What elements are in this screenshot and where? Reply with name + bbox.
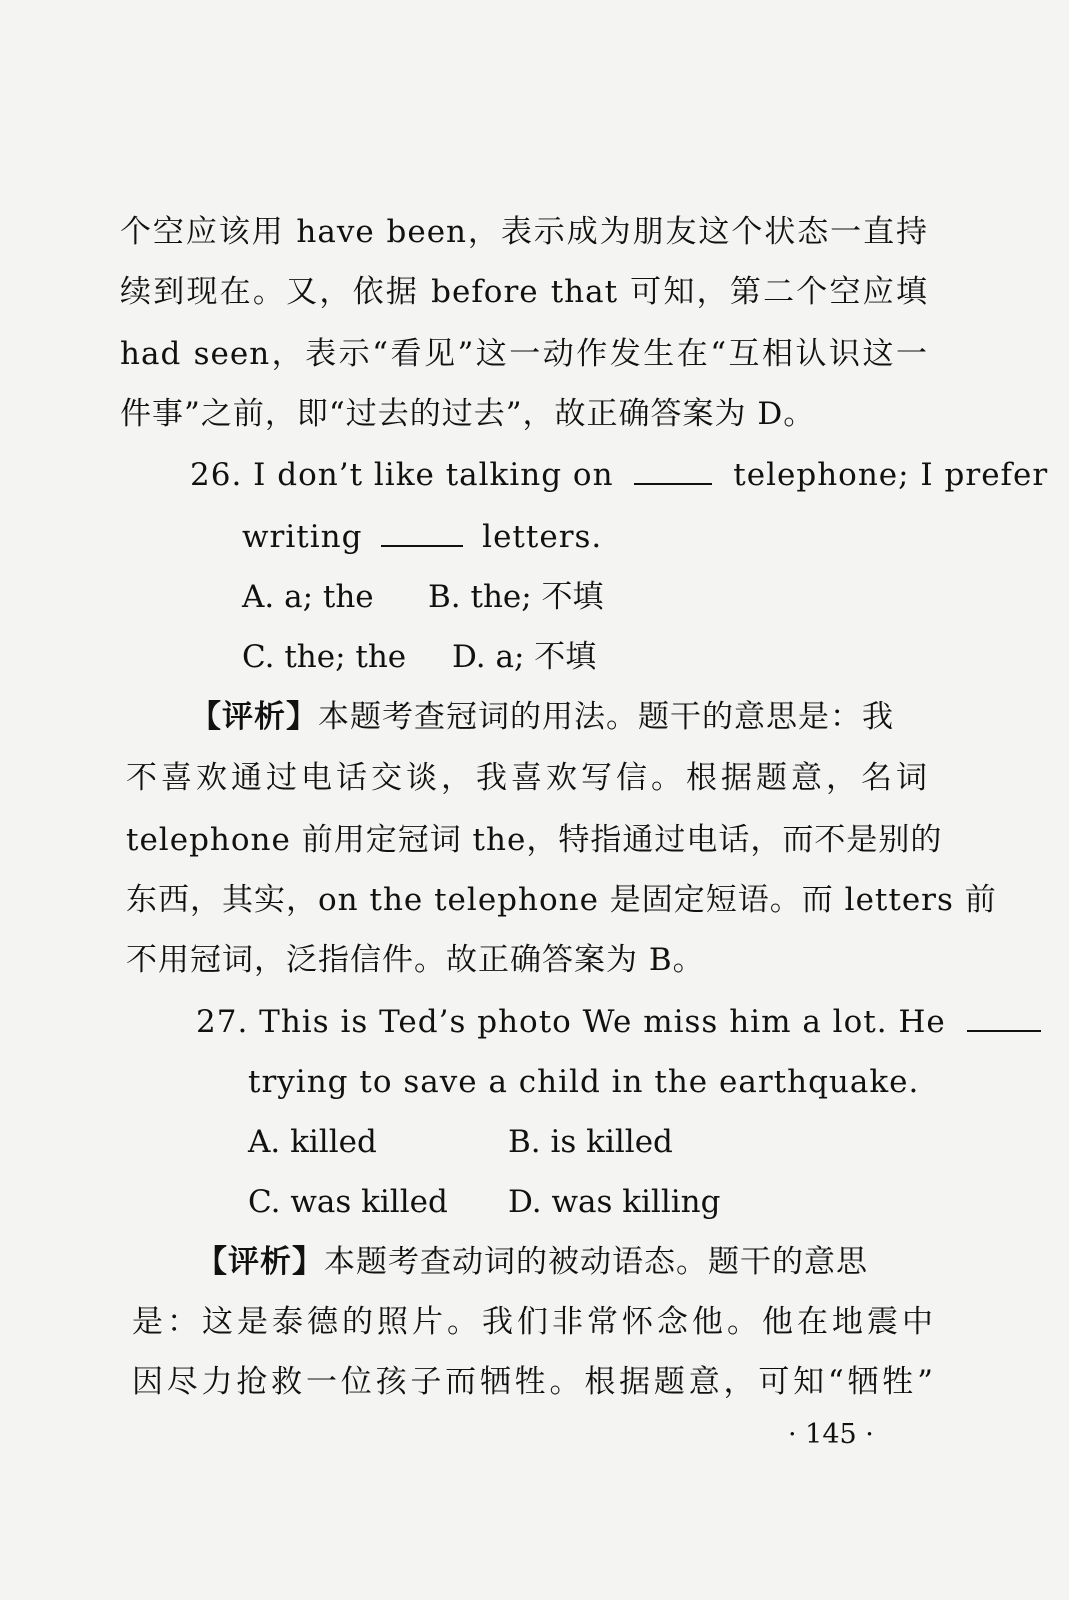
paragraph-line: 是：这是泰德的照片。我们非常怀念他。他在地震中 [132, 1304, 934, 1340]
paragraph-line: had seen，表示“看见”这一动作发生在“互相认识这一 [120, 336, 928, 372]
paragraph-line: 不喜欢通过电话交谈，我喜欢写信。根据题意，名词 [126, 760, 928, 796]
paragraph-line: 续到现在。又，依据 before that 可知，第二个空应填 [120, 274, 928, 310]
paragraph-line: 个空应该用 have been，表示成为朋友这个状态一直持 [120, 214, 928, 250]
paragraph-line: 东西，其实，on the telephone 是固定短语。而 letters 前 [126, 882, 997, 918]
analysis-26-line1 [190, 697, 928, 737]
option-d: D. a; 不填 [452, 639, 597, 675]
option-d: D. was killing [508, 1184, 721, 1220]
paragraph-line: 因尽力抢救一位孩子而牺牲。根据题意，可知“牺牲” [132, 1364, 934, 1400]
question-26-stem-line2 [242, 517, 602, 557]
answer-blank [634, 457, 712, 485]
paragraph-line: telephone 前用定冠词 the，特指通过电话，而不是别的 [126, 822, 943, 858]
analysis-text: 本题考查动词的被动语态。题干的意思 [324, 1244, 868, 1280]
paragraph-line: 件事”之前，即“过去的过去”，故正确答案为 D。 [120, 396, 816, 432]
question-stem-text: writing [242, 519, 363, 555]
option-c: C. was killed [248, 1184, 448, 1220]
question-stem-text: telephone; I prefer [733, 457, 1049, 493]
question-stem-text: 27. This is Ted’s photo We miss him a lot. He [196, 1004, 946, 1040]
analysis-tag: 【评析】 [190, 699, 318, 735]
question-26-stem-line1 [190, 455, 1049, 495]
question-stem-text: letters. [482, 519, 603, 555]
option-c: C. the; the [242, 639, 407, 675]
paragraph-line: 不用冠词，泛指信件。故正确答案为 B。 [126, 942, 705, 978]
analysis-text: 本题考查冠词的用法。题干的意思是：我 [318, 699, 894, 735]
option-a: A. killed [248, 1124, 377, 1160]
page-number: · 145 · [788, 1419, 874, 1450]
answer-blank [381, 519, 463, 547]
option-b: B. the; 不填 [428, 579, 604, 615]
question-stem-text: 26. I don’t like talking on [190, 457, 614, 493]
question-27-stem-line2: trying to save a child in the earthquake. [248, 1064, 920, 1100]
analysis-27-line1 [196, 1242, 934, 1282]
question-27-stem-line1 [196, 1002, 946, 1042]
answer-blank [967, 1004, 1041, 1032]
option-a: A. a; the [242, 579, 374, 615]
analysis-tag: 【评析】 [196, 1244, 324, 1280]
option-b: B. is killed [508, 1124, 673, 1160]
